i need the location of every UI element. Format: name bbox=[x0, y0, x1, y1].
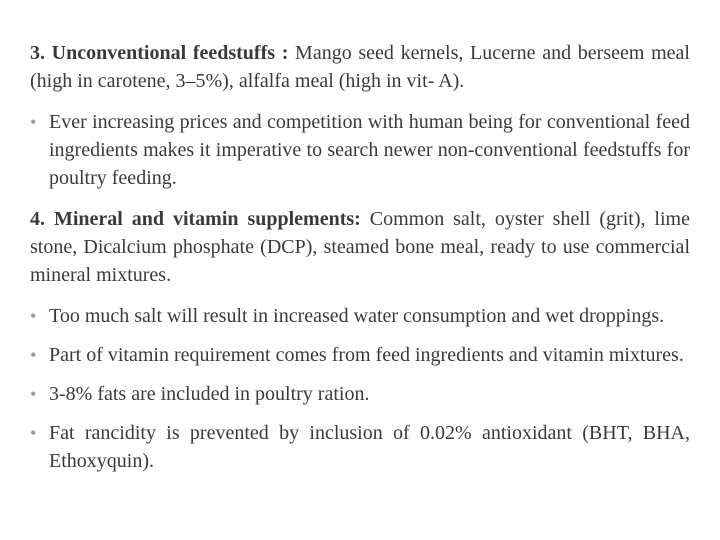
bullet-point-icon: • bbox=[30, 384, 37, 404]
section-3-paragraph bbox=[30, 39, 690, 95]
section-4-paragraph bbox=[30, 205, 690, 289]
section-3-heading: 3. Unconventional feedstuffs : bbox=[30, 42, 289, 64]
bullet-item bbox=[30, 341, 690, 369]
section-3-bullet-list bbox=[30, 108, 690, 192]
bullet-text: 3-8% fats are included in poultry ration. bbox=[49, 383, 370, 405]
bullet-text: Ever increasing prices and competition with human being for conventional feed ingredients makes it imperative to search newer non-conventional feedstuffs for poultry feeding. bbox=[49, 111, 690, 189]
section-4-bullet-list bbox=[30, 302, 690, 475]
bullet-point-icon: • bbox=[30, 423, 37, 443]
bullet-item bbox=[30, 419, 690, 475]
bullet-point-icon: • bbox=[30, 112, 37, 132]
bullet-text: Fat rancidity is prevented by inclusion of 0.02% antioxidant (BHT, BHA, Ethoxyquin). bbox=[49, 422, 690, 472]
bullet-item bbox=[30, 302, 690, 330]
section-4-heading: 4. Mineral and vitamin supplements: bbox=[30, 208, 361, 230]
section-4-text: Common salt, oyster shell (grit), lime stone, Dicalcium phosphate (DCP), steamed bone meal, ready to use commercial mineral mixtures. bbox=[30, 208, 690, 286]
bullet-point-icon: • bbox=[30, 306, 37, 326]
section-3-text: Mango seed kernels, Lucerne and berseem meal (high in carotene, 3–5%), alfalfa meal (high in vit- A). bbox=[30, 42, 690, 92]
slide-content bbox=[30, 39, 690, 475]
bullet-item bbox=[30, 380, 690, 408]
bullet-text: Too much salt will result in increased water consumption and wet droppings. bbox=[49, 305, 665, 327]
bullet-point-icon: • bbox=[30, 345, 37, 365]
bullet-item bbox=[30, 108, 690, 192]
bullet-text: Part of vitamin requirement comes from feed ingredients and vitamin mixtures. bbox=[49, 344, 684, 366]
